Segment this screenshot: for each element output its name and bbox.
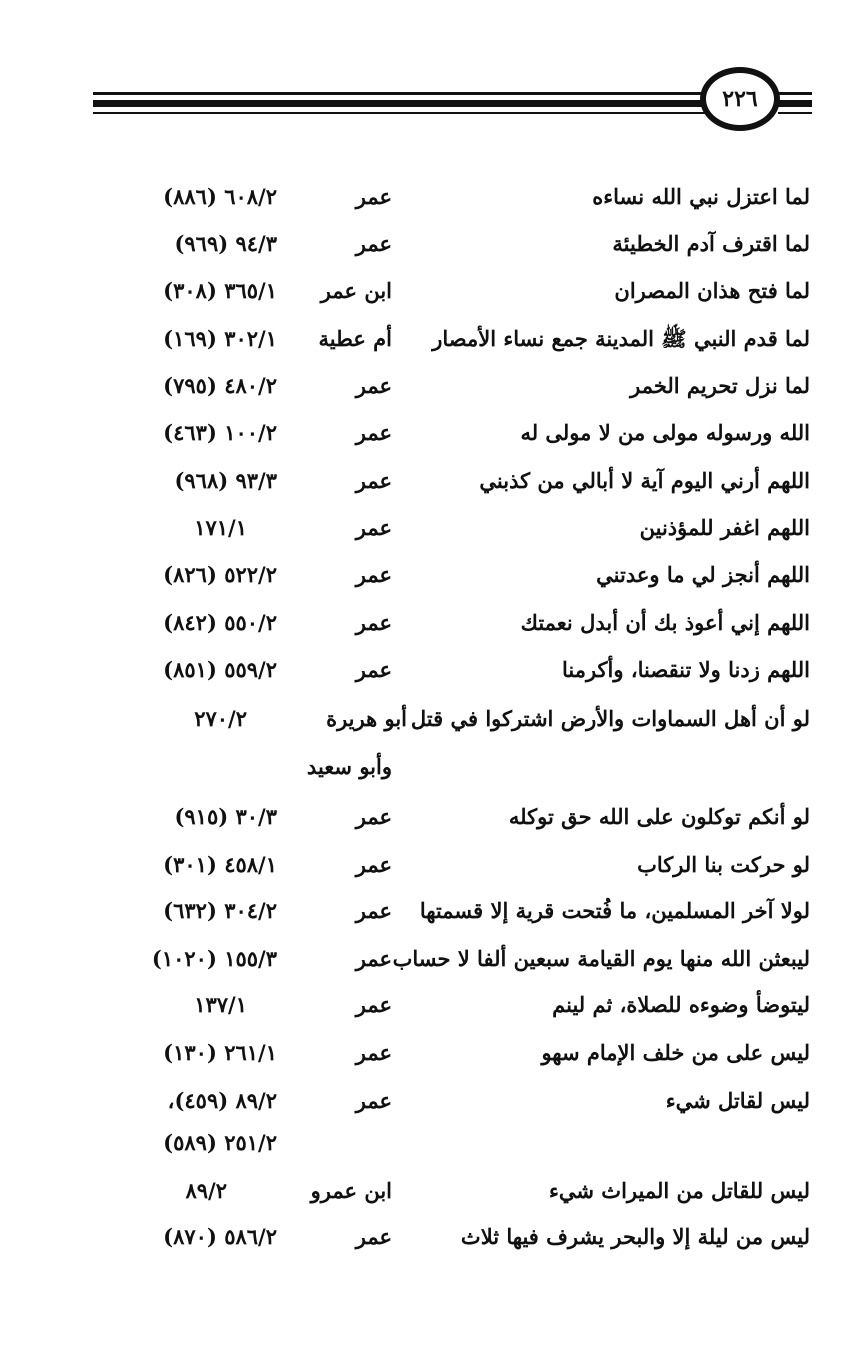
entry-text: لولا آخر المسلمين، ما فُتحت قرية إلا قسمتها bbox=[419, 898, 810, 923]
entry-narrator: عمر bbox=[355, 468, 392, 493]
entry-narrator: عمر bbox=[355, 852, 392, 877]
entry-text: لو أنكم توكلون على الله حق توكله bbox=[508, 804, 810, 829]
entry-narrator: أبو هريرة bbox=[326, 706, 407, 731]
index-entry bbox=[0, 178, 867, 218]
entry-reference: ٨٩/٢ (٤٥٩)، bbox=[167, 1088, 277, 1113]
entry-text: اللهم أنجز لي ما وعدتني bbox=[596, 562, 810, 587]
index-entry bbox=[0, 225, 867, 265]
entry-reference: ٢٧٠/٢ bbox=[194, 706, 247, 731]
entry-text: لما اقترف آدم الخطيئة bbox=[612, 231, 810, 256]
entry-text: لما نزل تحريم الخمر bbox=[630, 373, 810, 398]
entry-narrator: أم عطية bbox=[318, 326, 392, 351]
entry-narrator: عمر bbox=[355, 804, 392, 829]
entry-reference: ٢٥١/٢ (٥٨٩) bbox=[163, 1130, 277, 1155]
entry-narrator: عمر bbox=[355, 1224, 392, 1249]
entry-narrator: عمر bbox=[355, 420, 392, 445]
index-entry bbox=[0, 604, 867, 644]
entry-narrator: ابن عمرو bbox=[310, 1178, 392, 1203]
entry-reference: ٩٣/٣ (٩٦٨) bbox=[174, 468, 277, 493]
entry-text: ليتوضأ وضوءه للصلاة، ثم لينم bbox=[552, 992, 810, 1017]
entry-reference: ١٣٧/١ bbox=[194, 992, 247, 1017]
index-entry bbox=[0, 556, 867, 596]
entry-reference: ١٧١/١ bbox=[194, 515, 247, 540]
entry-reference: ٣٠٤/٢ (٦٣٢) bbox=[163, 898, 277, 923]
index-entry bbox=[0, 1082, 867, 1122]
index-entry bbox=[0, 367, 867, 407]
entry-text: لو أن أهل السماوات والأرض اشتركوا في قتل bbox=[410, 706, 810, 731]
entry-text: اللهم إني أعوذ بك أن أبدل نعمتك bbox=[520, 610, 810, 635]
entry-reference: ٦٠٨/٢ (٨٨٦) bbox=[163, 184, 277, 209]
entry-reference: ١٥٥/٣ (١٠٢٠) bbox=[151, 946, 277, 971]
entry-text: اللهم زدنا ولا تنقصنا، وأكرمنا bbox=[561, 657, 810, 682]
entry-text: ليس لقاتل شيء bbox=[665, 1088, 810, 1113]
entry-narrator: عمر bbox=[355, 562, 392, 587]
index-entry bbox=[0, 651, 867, 691]
index-entry bbox=[0, 940, 867, 980]
index-entry bbox=[0, 1034, 867, 1074]
entry-reference: ٤٥٨/١ (٣٠١) bbox=[163, 852, 277, 877]
entry-reference: ٣٠٢/١ (١٦٩) bbox=[163, 326, 277, 351]
entry-reference: ٥٨٦/٢ (٨٧٠) bbox=[163, 1224, 277, 1249]
entry-narrator: عمر bbox=[355, 1088, 392, 1113]
entry-text: لما اعتزل نبي الله نساءه bbox=[592, 184, 810, 209]
entry-reference: ٨٩/٢ bbox=[185, 1178, 227, 1203]
entry-narrator: عمر bbox=[355, 992, 392, 1017]
index-entry bbox=[0, 320, 867, 360]
entry-narrator: عمر bbox=[355, 657, 392, 682]
entry-narrator: عمر bbox=[355, 373, 392, 398]
entry-narrator: عمر bbox=[355, 898, 392, 923]
entry-text: ليس من ليلة إلا والبحر يشرف فيها ثلاث bbox=[460, 1224, 810, 1249]
entry-reference: ٩٤/٣ (٩٦٩) bbox=[174, 231, 277, 256]
entry-reference: ٢٦١/١ (١٣٠) bbox=[163, 1040, 277, 1065]
entry-narrator: عمر bbox=[355, 231, 392, 256]
entry-reference: ٣٠/٣ (٩١٥) bbox=[174, 804, 277, 829]
entry-narrator: ابن عمر bbox=[320, 278, 392, 303]
entry-reference: ١٠٠/٢ (٤٦٣) bbox=[163, 420, 277, 445]
index-entry bbox=[0, 462, 867, 502]
index-entry bbox=[0, 846, 867, 886]
entry-text: ليبعثن الله منها يوم القيامة سبعين ألفا لا حساب bbox=[392, 946, 810, 971]
entry-text: اللهم أرني اليوم آية لا أبالي من كذبني bbox=[479, 468, 810, 493]
entry-text: ليس للقاتل من الميراث شيء bbox=[549, 1178, 810, 1203]
index-entry bbox=[0, 892, 867, 932]
entry-text: لما فتح هذان المصران bbox=[614, 278, 810, 303]
index-entry bbox=[0, 1218, 867, 1258]
entry-text: الله ورسوله مولى من لا مولى له bbox=[520, 420, 810, 445]
entry-text: لو حركت بنا الركاب bbox=[637, 852, 810, 877]
index-entry bbox=[0, 700, 867, 740]
index-entry bbox=[0, 414, 867, 454]
entry-narrator: وأبو سعيد bbox=[306, 754, 392, 779]
entry-reference: ٣٦٥/١ (٣٠٨) bbox=[163, 278, 277, 303]
entry-reference: ٥٥٠/٢ (٨٤٢) bbox=[163, 610, 277, 635]
entry-narrator: عمر bbox=[355, 184, 392, 209]
index-entry bbox=[0, 1172, 867, 1212]
entry-text: ليس على من خلف الإمام سهو bbox=[541, 1040, 810, 1065]
entry-reference: ٤٨٠/٢ (٧٩٥) bbox=[163, 373, 277, 398]
index-entry bbox=[0, 748, 867, 788]
index-entry bbox=[0, 1124, 867, 1164]
entry-reference: ٥٢٢/٢ (٨٢٦) bbox=[163, 562, 277, 587]
page-number: ٢٢٦ bbox=[700, 67, 780, 131]
entry-narrator: عمر bbox=[355, 610, 392, 635]
entry-narrator: عمر bbox=[355, 946, 392, 971]
index-entry bbox=[0, 798, 867, 838]
index-entry bbox=[0, 509, 867, 549]
entry-text: اللهم اغفر للمؤذنين bbox=[639, 515, 810, 540]
index-entry bbox=[0, 986, 867, 1026]
entry-narrator: عمر bbox=[355, 515, 392, 540]
entry-reference: ٥٥٩/٢ (٨٥١) bbox=[163, 657, 277, 682]
index-entry bbox=[0, 272, 867, 312]
entry-text: لما قدم النبي ﷺ المدينة جمع نساء الأمصار bbox=[432, 326, 810, 351]
entry-narrator: عمر bbox=[355, 1040, 392, 1065]
